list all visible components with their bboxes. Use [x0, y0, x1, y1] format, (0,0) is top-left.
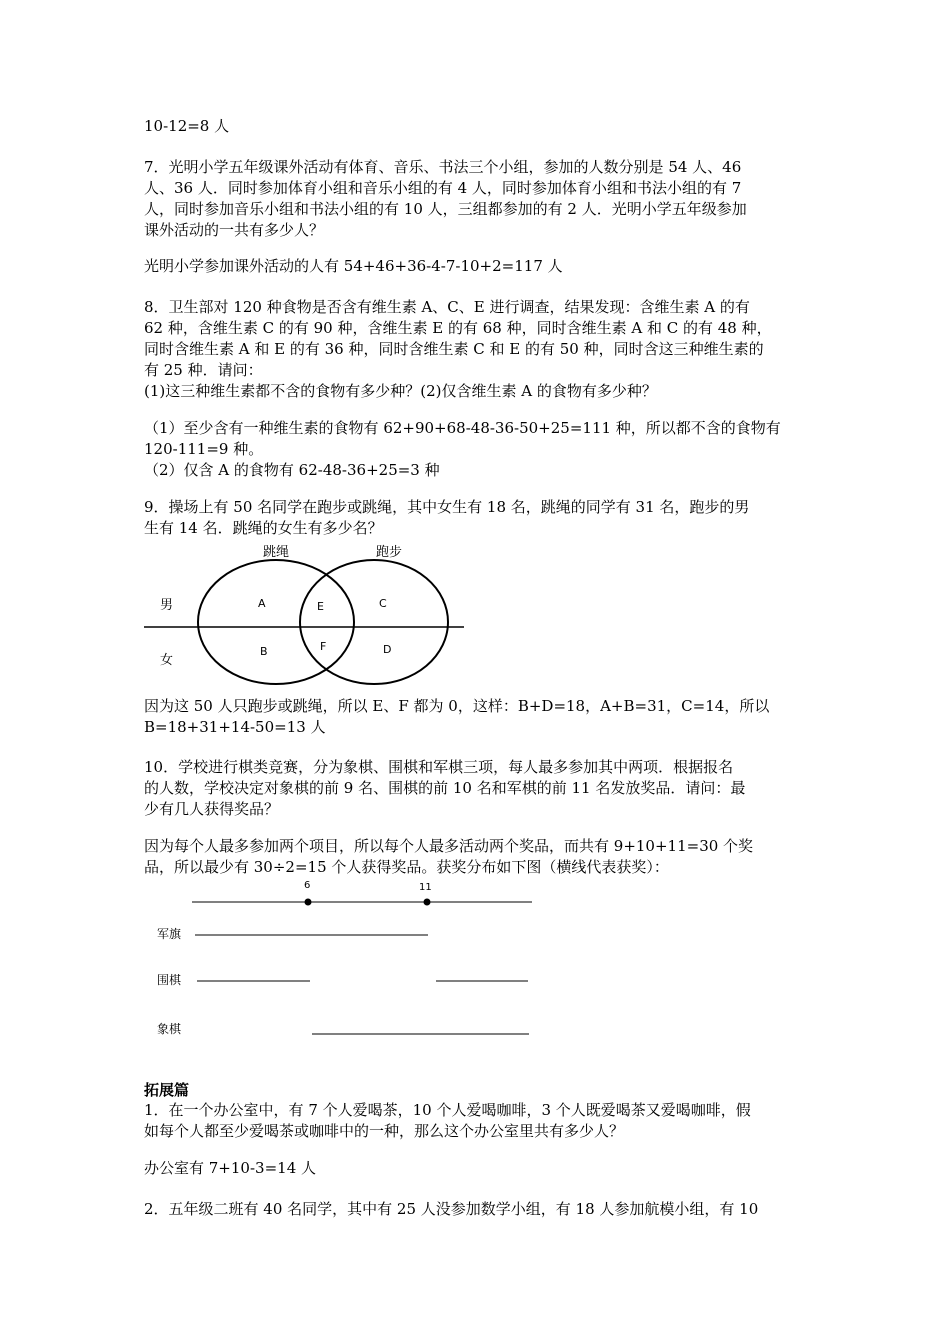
answer-10: 因为每个人最多参加两个项目，所以每个人最多活动两个奖品，而共有 9+10+11=30 个奖 品，所以最少有 30÷2=15 个人获得奖品。获奖分布如下图（横线代表获奖）：	[144, 837, 754, 876]
venn-circle-jump-rope	[198, 560, 354, 684]
award-row-label-junqi: 军旗	[157, 927, 182, 941]
venn-row-female: 女	[160, 653, 174, 668]
problem-10: 10．学校进行棋类竞赛，分为象棋、围棋和军棋三项，每人最多参加其中两项．根据报名 的人数，学校决定对象棋的前 9 名、围棋的前 10 名和军棋的前 11 名发放奖品．请问：最 少有几人获得奖品？	[144, 758, 746, 818]
award-row-label-xiangqi: 象棋	[157, 1022, 182, 1036]
venn-region-f: F	[320, 640, 327, 653]
award-mark-label-6: 6	[304, 880, 311, 891]
answer-7: 光明小学参加课外活动的人有 54+46+36-4-7-10+2=117 人	[144, 257, 563, 275]
extension-problem-2: 2．五年级二班有 40 名同学，其中有 25 人没参加数学小组，有 18 人参加航模小组，有 10	[144, 1200, 759, 1218]
answer-8: （1）至少含有一种维生素的食物有 62+90+68-48-36-50+25=111 种，所以都不含的食物有 120-111=9 种。 （2）仅含 A 的食物有 62-48-36+25=3 种	[144, 419, 781, 479]
venn-circle-running	[300, 560, 448, 684]
venn-title-running: 跑步	[376, 545, 403, 560]
answer-9: 因为这 50 人只跑步或跳绳，所以 E、F 都为 0，这样：B+D=18，A+B=31，C=14，所以 B=18+31+14-50=13 人	[144, 697, 770, 736]
award-row-label-weiqi: 围棋	[157, 973, 182, 987]
award-axis-mark-11	[424, 899, 431, 906]
section-heading-extension: 拓展篇	[144, 1081, 190, 1099]
extension-problem-1: 1．在一个办公室中，有 7 个人爱喝茶，10 个人爱喝咖啡，3 个人既爱喝茶又爱喝咖啡，假 如每个人都至少爱喝茶或咖啡中的一种，那么这个办公室里共有多少人？	[144, 1101, 751, 1140]
venn-region-e: E	[317, 600, 324, 613]
venn-row-male: 男	[160, 598, 174, 613]
problem-7: 7．光明小学五年级课外活动有体育、音乐、书法三个小组，参加的人数分别是 54 人、46 人、36 人．同时参加体育小组和音乐小组的有 4 人，同时参加体育小组和书法小组的有 7 人，同时参加音乐小组和书法小组的有 10 人，三组都参加的有 2 人．光明小学五年级参加 课外活动的一共有多少人？	[144, 158, 747, 239]
venn-title-jump-rope: 跳绳	[263, 545, 290, 560]
extension-answer-1: 办公室有 7+10-3=14 人	[144, 1159, 317, 1177]
paragraph-answer-prev: 10-12=8 人	[144, 117, 230, 135]
venn-diagram	[140, 540, 470, 690]
venn-region-a: A	[258, 597, 266, 610]
award-axis-mark-6	[305, 899, 312, 906]
problem-8: 8．卫生部对 120 种食物是否含有维生素 A、C、E 进行调查，结果发现：含维生素 A 的有 62 种，含维生素 C 的有 90 种，含维生素 E 的有 68 种，同时含维生素 A 和 C 的有 48 种， 同时含维生素 A 和 E 的有 36 种，同时含维生素 C 和 E 的有 50 种，同时含这三种维生素的 有 25 种．请问： (1)这三种维生素都不含的食物有多少种？(2)仅含维生素 A 的食物有多少种？	[144, 298, 772, 400]
problem-9: 9．操场上有 50 名同学在跑步或跳绳，其中女生有 18 名，跳绳的同学有 31 名，跑步的男 生有 14 名．跳绳的女生有多少名？	[144, 498, 750, 537]
award-distribution-diagram	[150, 874, 540, 1044]
venn-region-c: C	[379, 597, 387, 610]
award-mark-label-11: 11	[419, 882, 432, 893]
venn-region-d: D	[383, 643, 392, 656]
venn-region-b: B	[260, 645, 268, 658]
